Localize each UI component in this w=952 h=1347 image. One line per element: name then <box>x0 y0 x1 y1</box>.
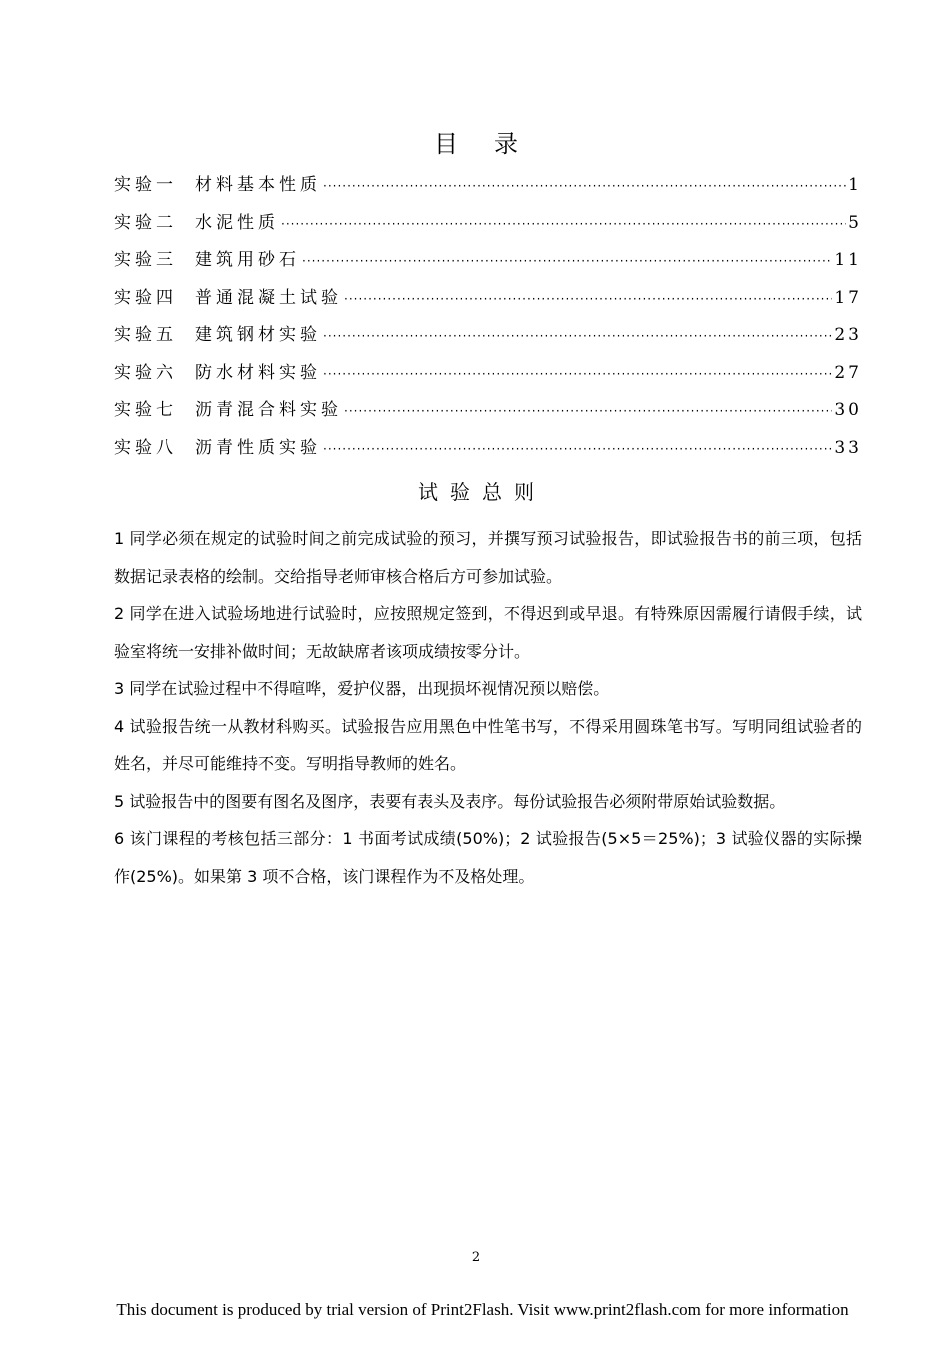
toc-entry-page: 27 <box>834 362 862 383</box>
toc-entry-number: 实验五 <box>114 325 177 345</box>
toc-entry[interactable] <box>114 433 862 471</box>
toc-entry-page: 1 <box>848 175 862 195</box>
rule-paragraph: 2 同学在进入试验场地进行试验时，应按照规定签到，不得迟到或早退。有特殊原因需履行请假手续，试验室将统一安排补做时间；无故缺席者该项成绩按零分计。 <box>114 604 862 661</box>
toc-entry[interactable] <box>114 170 862 208</box>
toc-entry-name: 建筑钢材实验 <box>195 325 321 345</box>
toc-entry-page: 17 <box>834 287 862 308</box>
toc-entry[interactable] <box>114 208 862 246</box>
toc-entry-page: 30 <box>834 400 862 420</box>
page-number: 2 <box>471 1250 481 1265</box>
toc-entry-name: 水泥性质 <box>195 212 279 233</box>
rules-section <box>114 520 862 895</box>
toc-entry[interactable] <box>114 358 862 396</box>
toc-entry-name: 沥青性质实验 <box>195 437 321 458</box>
toc-entry-number: 实验二 <box>114 212 177 233</box>
toc-entry-number: 实验四 <box>114 287 177 308</box>
toc-entry-number: 实验七 <box>114 400 177 420</box>
toc-entry-page: 11 <box>834 250 862 270</box>
toc-entry-name: 材料基本性质 <box>195 175 321 195</box>
toc-entry[interactable] <box>114 245 862 283</box>
rule-paragraph: 6 该门课程的考核包括三部分：1 书面考试成绩(50%)；2 试验报告(5×5＝25%)；3 试验仪器的实际操作(25%)。如果第 3 项不合格，该门课程作为不及格处理。 <box>114 829 862 886</box>
toc-leader-dots <box>323 442 832 456</box>
toc-entry[interactable] <box>114 320 862 358</box>
toc-entry-number: 实验八 <box>114 437 177 458</box>
toc-entry-number: 实验三 <box>114 250 177 270</box>
toc-leader-dots <box>323 367 832 381</box>
toc-entry-name: 沥青混合料实验 <box>195 400 342 420</box>
rule-paragraph: 4 试验报告统一从教材科购买。试验报告应用黑色中性笔书写，不得采用圆珠笔书写。写明同组试验者的姓名，并尽可能维持不变。写明指导教师的姓名。 <box>114 716 862 773</box>
toc-leader-dots <box>323 179 846 193</box>
toc-entry-name: 建筑用砂石 <box>195 250 300 270</box>
trial-watermark: This document is produced by trial version of Print2Flash. Visit www.print2flash.com for more information <box>116 1300 849 1319</box>
toc-entry-number: 实验六 <box>114 362 177 383</box>
rule-paragraph: 3 同学在试验过程中不得喧哗，爱护仪器，出现损坏视情况预以赔偿。 <box>114 679 610 698</box>
toc-leader-dots <box>281 217 846 231</box>
toc-entry-name: 防水材料实验 <box>195 362 321 383</box>
toc-entry-number: 实验一 <box>114 175 177 195</box>
toc-entry[interactable] <box>114 395 862 433</box>
toc-leader-dots <box>344 404 832 418</box>
toc-entry-name: 普通混凝土试验 <box>195 287 342 308</box>
toc-entry-page: 33 <box>834 437 862 458</box>
rules-title: 试验总则 <box>418 480 546 504</box>
rule-paragraph: 5 试验报告中的图要有图名及图序，表要有表头及表序。每份试验报告必须附带原始试验数据。 <box>114 791 786 811</box>
toc-title: 目录 <box>434 130 554 158</box>
toc-entry-page: 5 <box>848 212 862 233</box>
table-of-contents <box>114 170 862 470</box>
toc-entry-page: 23 <box>834 325 862 345</box>
toc-leader-dots <box>302 254 832 268</box>
toc-leader-dots <box>323 329 832 343</box>
toc-leader-dots <box>344 292 832 306</box>
toc-entry[interactable] <box>114 283 862 321</box>
rule-paragraph: 1 同学必须在规定的试验时间之前完成试验的预习，并撰写预习试验报告，即试验报告书的前三项，包括数据记录表格的绘制。交给指导老师审核合格后方可参加试验。 <box>114 529 862 586</box>
